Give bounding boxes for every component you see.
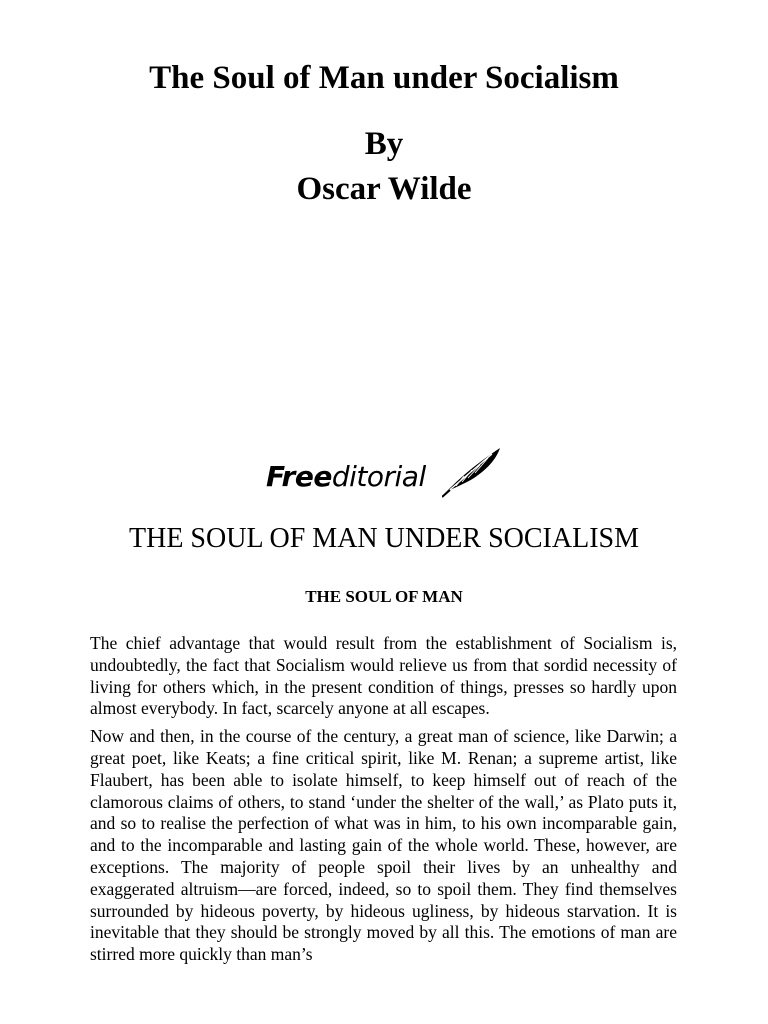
byline-label: By — [364, 126, 404, 162]
publisher-logo — [266, 446, 502, 498]
section-heading: THE SOUL OF MAN UNDER SOCIALISM — [129, 523, 639, 554]
logo-text-free: Free — [266, 460, 332, 493]
book-title: The Soul of Man under Socialism — [149, 60, 619, 96]
body-text — [90, 633, 677, 972]
paragraph: Now and then, in the course of the century, a great man of science, like Darwin; a great poet, like Keats; a fine critical spirit, like M. Renan; a supreme artist, like Flaubert, has been able to isolate himself, to keep himself out of reach of the clamorous claims of others, to stand ‘under the shelter of the wall,’ as Plato puts it, and so to realise the perfection of what was in him, to his own incomparable gain, and to the incomparable and lasting gain of the whole world. These, however, are exceptions. The majority of people spoil their lives by an unhealthy and exaggerated altruism—are forced, indeed, so to spoil them. They find themselves surrounded by hideous poverty, by hideous ugliness, by hideous starvation. It is inevitable that they should be strongly moved by all this. The emotions of man are stirred more quickly than man’s — [90, 726, 677, 965]
logo-text-ditorial: ditorial — [331, 460, 426, 493]
author-name: Oscar Wilde — [296, 171, 472, 207]
feather-icon — [442, 446, 502, 498]
paragraph: The chief advantage that would result from the establishment of Socialism is, undoubtedly, the fact that Socialism would relieve us from that sordid necessity of living for others which, in the present condition of things, presses so hardly upon almost everybody. In fact, scarcely anyone at all escapes. — [90, 633, 677, 719]
section-subheading: THE SOUL OF MAN — [305, 587, 463, 606]
publisher-logo-text — [266, 460, 426, 494]
